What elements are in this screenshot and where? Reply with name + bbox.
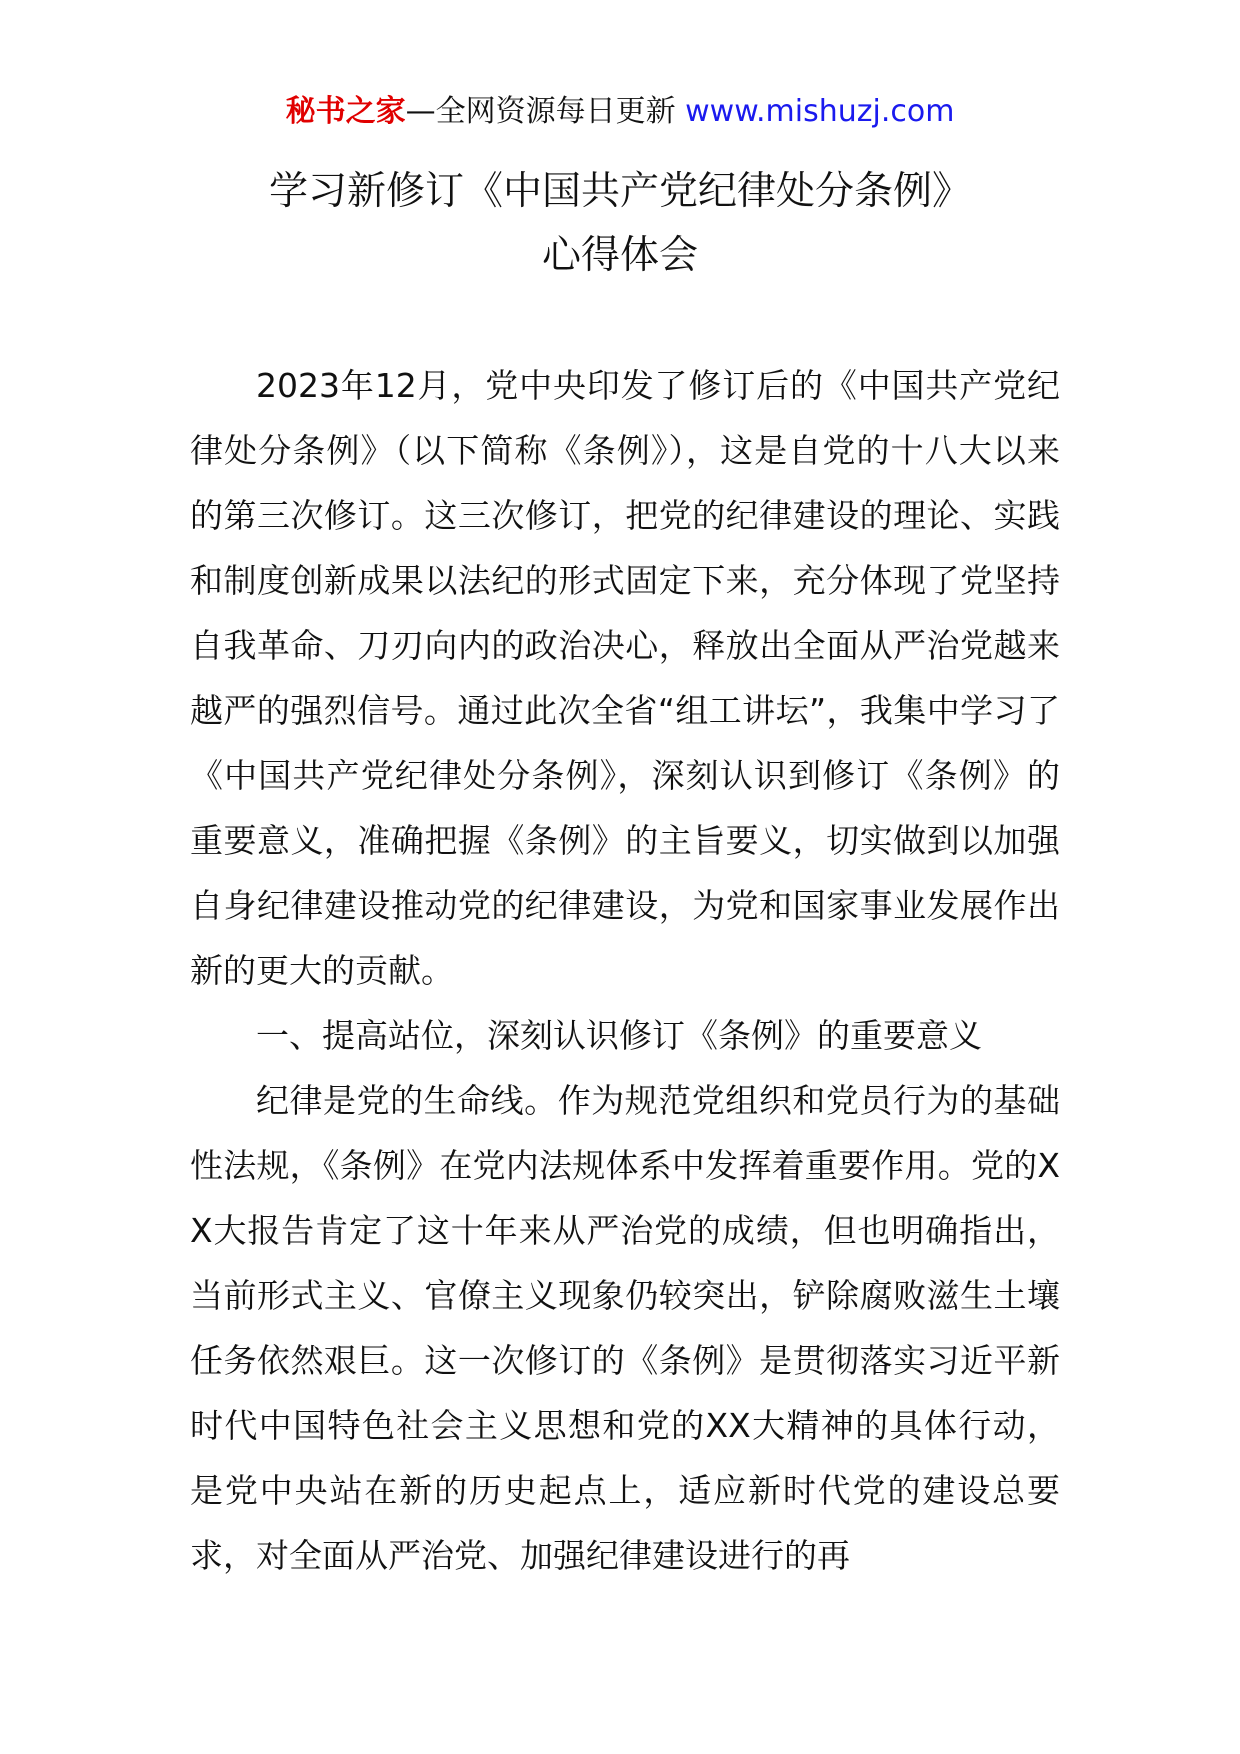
document-title [0,160,1240,288]
section-heading-1: 一、提高站位，深刻认识修订《条例》的重要意义 [256,1016,982,1055]
body-paragraph-2: 纪律是党的生命线。作为规范党组织和党员行为的基础性法规，《条例》在党内法规体系中发挥着重要作用。党的XX大报告肯定了这十年来从严治党的成绩，但也明确指出，当前形式主义、官僚主义现象仍较突出，铲除腐败滋生土壤任务依然艰巨。这一次修订的《条例》是贯彻落实习近平新时代中国特色社会主义思想和党的XX大精神的具体行动，是党中央站在新的历史起点上，适应新时代党的建设总要求，对全面从严治党、加强纪律建设进行的再 [190,1081,1060,1575]
site-brand: 秘书之家 [285,94,406,129]
body-paragraph-1: 2023年12月，党中央印发了修订后的《中国共产党纪律处分条例》（以下简称《条例》），这是自党的十八大以来的第三次修订。这三次修订，把党的纪律建设的理论、实践和制度创新成果以法纪的形式固定下来，充分体现了党坚持自我革命、刀刃向内的政治决心，释放出全面从严治党越来越严的强烈信号。通过此次全省“组工讲坛”，我集中学习了《中国共产党纪律处分条例》，深刻认识到修订《条例》的重要意义，准确把握《条例》的主旨要义，切实做到以加强自身纪律建设推动党的纪律建设，为党和国家事业发展作出新的更大的贡献。 [190,366,1060,990]
site-header [0,92,1240,132]
site-url-link[interactable]: www.mishuzj.com [685,94,955,129]
title-line-2: 心得体会 [541,233,698,278]
title-line-1: 学习新修订《中国共产党纪律处分条例》 [268,169,971,214]
site-tagline: —全网资源每日更新 [405,94,686,129]
document-body [190,353,1060,1588]
